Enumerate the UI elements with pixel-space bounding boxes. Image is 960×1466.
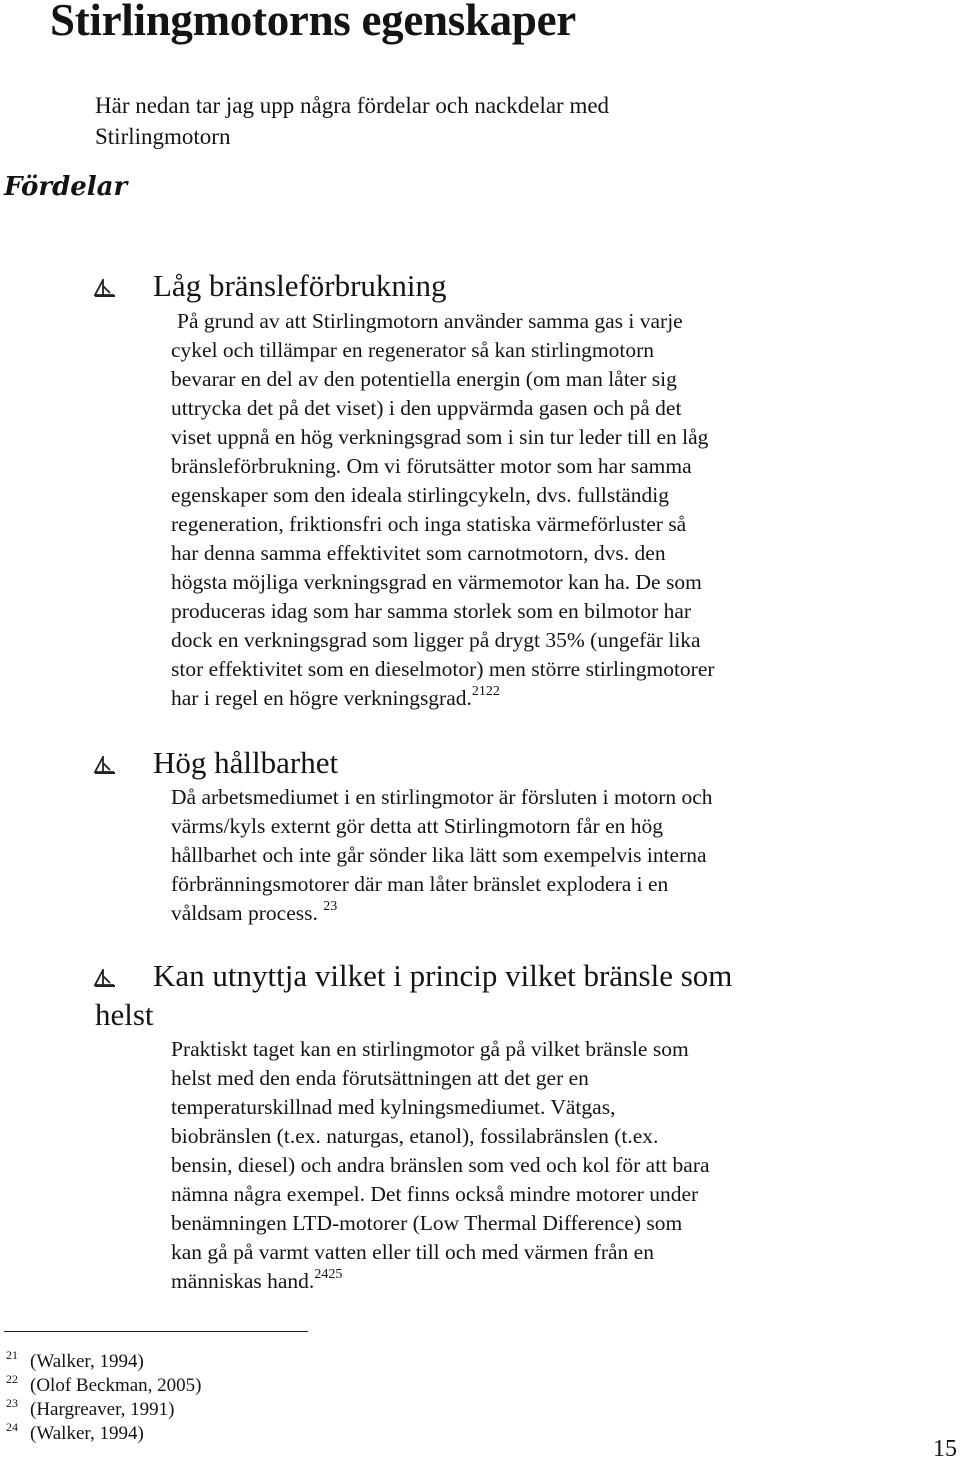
ship-wheel-icon	[93, 755, 117, 777]
body-line: nämna några exempel. Det finns också mindre motorer under	[171, 1182, 699, 1206]
body-line: temperaturskillnad med kylningsmediumet. Vätgas,	[171, 1095, 616, 1119]
body-line: har i regel en högre verkningsgrad.	[171, 686, 472, 710]
body-line: kan gå på varmt vatten eller till och med värmen från en	[171, 1240, 654, 1264]
footnote-separator	[4, 1331, 308, 1332]
footnote-number: 21	[6, 1348, 18, 1362]
body-line: Praktiskt taget kan en stirlingmotor gå på vilket bränsle som	[171, 1037, 689, 1061]
ship-wheel-icon	[93, 968, 117, 990]
page-title: Stirlingmotorns egenskaper	[50, 0, 576, 45]
body-line: Då arbetsmediumet i en stirlingmotor är försluten i motorn och	[171, 785, 713, 809]
body-line: bränsleförbrukning. Om vi förutsätter motor som har samma	[171, 454, 692, 478]
footnote-text: (Walker, 1994)	[30, 1351, 144, 1372]
item-heading: Låg bränsleförbrukning	[153, 268, 447, 303]
item-body	[171, 307, 715, 713]
footnote-text: (Walker, 1994)	[30, 1423, 144, 1444]
body-line: viset uppnå en hög verkningsgrad som i sin tur leder till en låg	[171, 425, 709, 449]
footnote-number: 23	[6, 1396, 18, 1410]
body-line: cykel och tillämpar en regenerator så kan stirlingmotorn	[171, 338, 654, 362]
body-line: förbränningsmotorer där man låter bränslet explodera i en	[171, 872, 669, 896]
body-line: bevarar en del av den potentiella energin (om man låter sig	[171, 367, 677, 391]
body-line: människas hand.	[171, 1269, 315, 1293]
footnote	[6, 1415, 144, 1446]
body-line: benämningen LTD-motorer (Low Thermal Difference) som	[171, 1211, 683, 1235]
body-line: högsta möjliga verkningsgrad en värmemotor kan ha. De som	[171, 570, 702, 594]
item-body	[171, 783, 713, 928]
footnote-text: (Hargreaver, 1991)	[30, 1399, 175, 1420]
body-line: helst med den enda förutsättningen att det ger en	[171, 1066, 589, 1090]
body-line: egenskaper som den ideala stirlingcykeln, dvs. fullständig	[171, 483, 669, 507]
body-line: hållbarhet och inte går sönder lika lätt som exempelvis interna	[171, 843, 707, 867]
body-line: produceras idag som har samma storlek som en bilmotor har	[171, 599, 692, 623]
footnote-ref: 2425	[314, 1267, 343, 1282]
body-line: biobränslen (t.ex. naturgas, etanol), fossilabränslen (t.ex.	[171, 1124, 659, 1148]
footnote-number: 24	[6, 1420, 18, 1434]
body-line: På grund av att Stirlingmotorn använder samma gas i varje	[177, 309, 683, 333]
body-line: regeneration, friktionsfri och inga statiska värmeförluster så	[171, 512, 687, 536]
body-line: har denna samma effektivitet som carnotmotorn, dvs. den	[171, 541, 666, 565]
body-line: uttrycka det på det viset) i den uppvärmda gasen och på det	[171, 396, 682, 420]
body-line: våldsam process.	[171, 901, 318, 925]
item-heading-continuation: helst	[95, 997, 154, 1032]
footnote-ref: 2122	[471, 684, 500, 699]
body-line: dock en verkningsgrad som ligger på drygt 35% (ungefär lika	[171, 628, 701, 652]
body-line: värms/kyls externt gör detta att Stirlingmotorn får en hög	[171, 814, 664, 838]
footnote-number: 22	[6, 1372, 18, 1386]
item-heading: Hög hållbarhet	[153, 745, 339, 780]
body-line: bensin, diesel) och andra bränslen som ved och kol för att bara	[171, 1153, 710, 1177]
footnote-ref: 23	[323, 899, 338, 914]
ship-wheel-icon	[93, 278, 117, 300]
section-heading: Fördelar	[4, 172, 128, 202]
item-heading: Kan utnyttja vilket i princip vilket bränsle som	[153, 958, 733, 993]
intro-text	[95, 90, 715, 152]
body-line: stor effektivitet som en dieselmotor) men större stirlingmotorer	[171, 657, 715, 681]
footnote-text: (Olof Beckman, 2005)	[30, 1375, 202, 1396]
page-number: 15	[933, 1436, 957, 1462]
intro-line: Stirlingmotorn	[95, 124, 231, 149]
item-body	[171, 1035, 710, 1296]
intro-line: Här nedan tar jag upp några fördelar och nackdelar med	[95, 93, 610, 118]
